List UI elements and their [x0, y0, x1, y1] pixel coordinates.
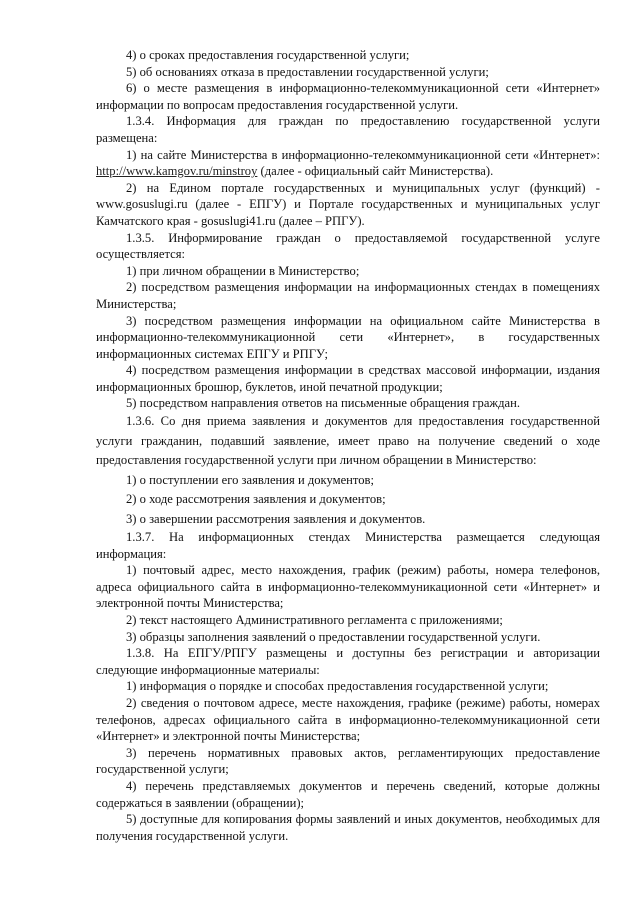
portal-item-4: 4) перечень представляемых документов и перечень сведений, которые должны содержаться в заявлении (обращении);: [96, 778, 600, 810]
status-item-2: 2) о ходе рассмотрения заявления и документов;: [126, 492, 386, 507]
paragraph-portals: 2) на Едином портале государственных и муниципальных услуг (функций) - www.gosuslugi.ru (далее - ЕПГУ) и Портале государственных и муниципальных услуг Камчатского края - gosuslugi41.ru (далее – РПГУ).: [96, 180, 600, 228]
document-body: [96, 47, 600, 844]
ministry-site-link[interactable]: http://www.kamgov.ru/minstroy: [96, 164, 258, 179]
paragraph-ministry-site: [96, 147, 600, 180]
paragraph-item-4: 4) о сроках предоставления государственной услуги;: [126, 48, 410, 62]
ministry-site-text-end: (далее - официальный сайт Министерства).: [257, 164, 494, 179]
paragraph-item-6: 6) о месте размещения в информационно-телекоммуникационной сети «Интернет» информации по вопросам предоставления государственной услуги.: [96, 81, 600, 112]
inform-item-1: 1) при личном обращении в Министерство;: [126, 263, 360, 278]
stand-item-2: 2) текст настоящего Административного регламента с приложениями;: [126, 613, 503, 628]
section-1-3-4: 1.3.4. Информация для граждан по предоставлению государственной услуги размещена:: [96, 114, 600, 145]
inform-item-2: 2) посредством размещения информации на информационных стендах в помещениях Министерства;: [96, 280, 600, 311]
status-item-1: 1) о поступлении его заявления и документов;: [126, 472, 375, 487]
paragraph-item-5: 5) об основаниях отказа в предоставлении государственной услуги;: [126, 64, 489, 79]
portal-item-3: 3) перечень нормативных правовых актов, регламентирующих предоставление государственной услуги;: [96, 745, 600, 777]
inform-item-3: 3) посредством размещения информации на официальном сайте Министерства в информационно-телекоммуникационной сети «Интернет», в государственных информационных системах ЕПГУ и РПГУ;: [96, 313, 600, 361]
status-item-3: 3) о завершении рассмотрения заявления и документов.: [126, 511, 426, 526]
portal-item-2: 2) сведения о почтовом адресе, месте нахождения, графике (режиме) работы, номерах телефонов, адресах официального сайта в информационно-телекоммуникационной сети «Интернет» и электронной почты Министерства;: [96, 696, 600, 744]
inform-item-5: 5) посредством направления ответов на письменные обращения граждан.: [126, 396, 520, 411]
section-1-3-8: 1.3.8. На ЕПГУ/РПГУ размещены и доступны без регистрации и авторизации следующие информационные материалы:: [96, 646, 600, 677]
portal-item-1: 1) информация о порядке и способах предоставления государственной услуги;: [126, 679, 549, 694]
section-1-3-6: 1.3.6. Со дня приема заявления и документов для предоставления государственной услуги гражданин, подавший заявление, имеет право на получение сведений о ходе предоставления государственной услуги при личном обращении в Министерство:: [96, 414, 600, 468]
portal-item-5: 5) доступные для копирования формы заявлений и иных документов, необходимых для получения государственной услуги.: [96, 812, 600, 843]
section-1-3-5: 1.3.5. Информирование граждан о предоставляемой государственной услуге осуществляется:: [96, 230, 600, 262]
inform-item-4: 4) посредством размещения информации в средствах массовой информации, издания информационных брошюр, буклетов, иной печатной продукции;: [96, 363, 600, 394]
section-1-3-7: 1.3.7. На информационных стендах Министерства размещается следующая информация:: [96, 530, 600, 561]
stand-item-1: 1) почтовый адрес, место нахождения, график (режим) работы, номера телефонов, адреса официального сайта в информационно-телекоммуникационной сети «Интернет» и электронной почты Министерства;: [96, 563, 600, 611]
stand-item-3: 3) образцы заполнения заявлений о предоставлении государственной услуги.: [126, 629, 541, 644]
ministry-site-text-start: 1) на сайте Министерства в информационно-телекоммуникационной сети «Интернет»:: [126, 147, 600, 162]
